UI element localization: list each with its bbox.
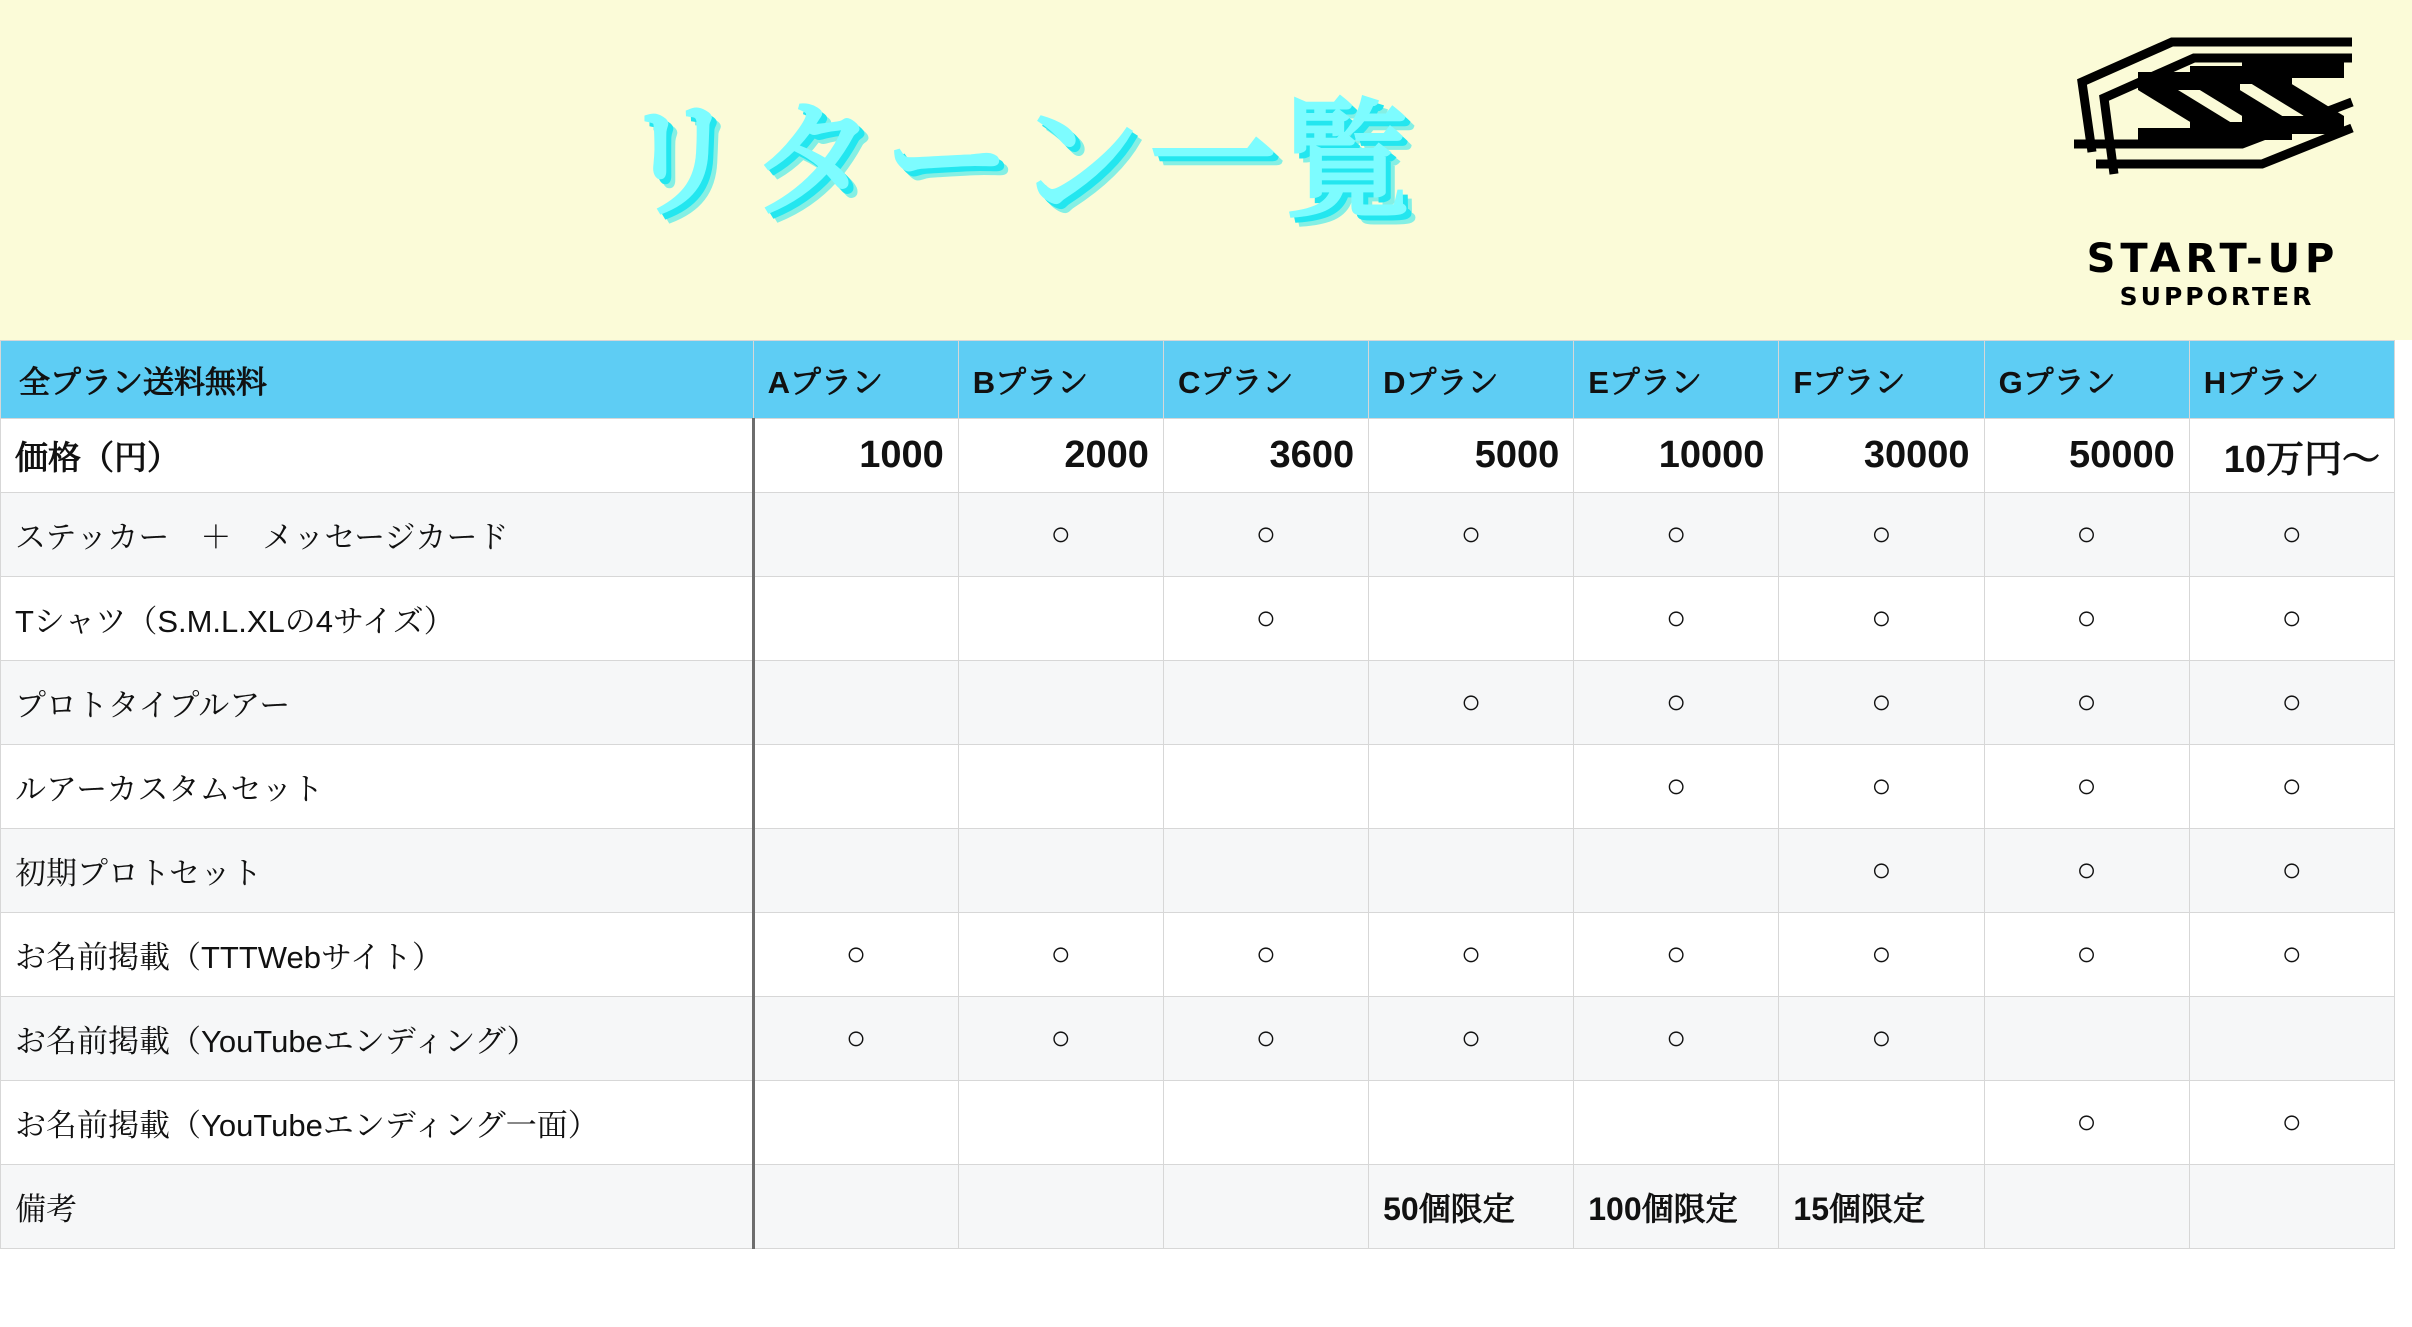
cell-plan-h: ○ xyxy=(2189,493,2394,577)
cell-plan-g: ○ xyxy=(1984,1081,2189,1165)
row-label: お名前掲載（YouTubeエンディング） xyxy=(1,997,754,1081)
cell-plan-b xyxy=(958,577,1163,661)
table-row xyxy=(1,493,2395,577)
page-title: リターン一覧 xyxy=(615,87,1417,236)
table-header-row xyxy=(1,341,2395,419)
cell-plan-b: ○ xyxy=(958,493,1163,577)
logo-subtitle: SUPPORTER xyxy=(2119,282,2315,311)
cell-plan-g: ○ xyxy=(1984,829,2189,913)
cell-plan-f: ○ xyxy=(1779,745,1984,829)
cell-plan-g xyxy=(1984,997,2189,1081)
table-head xyxy=(1,341,2395,419)
cell-plan-e: ○ xyxy=(1574,661,1779,745)
cell-plan-a xyxy=(753,577,958,661)
cell-plan-c xyxy=(1163,745,1368,829)
cell-plan-b xyxy=(958,1081,1163,1165)
cell-plan-b: ○ xyxy=(958,913,1163,997)
cell-plan-f: ○ xyxy=(1779,913,1984,997)
table-row xyxy=(1,1081,2395,1165)
table-row xyxy=(1,577,2395,661)
cell-plan-c xyxy=(1163,661,1368,745)
cell-plan-a: ○ xyxy=(753,997,958,1081)
table-row-note xyxy=(1,1165,2395,1249)
table-body xyxy=(1,419,2395,1249)
note-plan-e: 100個限定 xyxy=(1574,1165,1779,1249)
cell-plan-a xyxy=(753,493,958,577)
cell-plan-g: ○ xyxy=(1984,745,2189,829)
cell-plan-d xyxy=(1369,1081,1574,1165)
column-header-plan-e: Eプラン xyxy=(1574,341,1779,419)
note-plan-f: 15個限定 xyxy=(1779,1165,1984,1249)
column-header-plan-a: Aプラン xyxy=(753,341,958,419)
column-header-shipping: 全プラン送料無料 xyxy=(1,341,754,419)
logo-wordmark: START-UP xyxy=(2086,236,2340,282)
cell-plan-d xyxy=(1369,577,1574,661)
cell-plan-e: ○ xyxy=(1574,577,1779,661)
note-plan-a xyxy=(753,1165,958,1249)
row-label: Tシャツ（S.M.L.XLの4サイズ） xyxy=(1,577,754,661)
cell-plan-h xyxy=(2189,997,2394,1081)
cell-plan-f xyxy=(1779,1081,1984,1165)
price-plan-f: 30000 xyxy=(1779,419,1984,493)
row-label-note: 備考 xyxy=(1,1165,754,1249)
cell-plan-f: ○ xyxy=(1779,577,1984,661)
logo-mark-icon xyxy=(2052,24,2382,234)
cell-plan-e: ○ xyxy=(1574,913,1779,997)
cell-plan-d xyxy=(1369,745,1574,829)
cell-plan-b xyxy=(958,661,1163,745)
cell-plan-h: ○ xyxy=(2189,661,2394,745)
cell-plan-b: ○ xyxy=(958,997,1163,1081)
header-band xyxy=(0,0,2412,340)
column-header-plan-f: Fプラン xyxy=(1779,341,1984,419)
cell-plan-g: ○ xyxy=(1984,913,2189,997)
cell-plan-c: ○ xyxy=(1163,577,1368,661)
price-plan-h: 10万円〜 xyxy=(2189,419,2394,493)
cell-plan-c: ○ xyxy=(1163,913,1368,997)
note-plan-b xyxy=(958,1165,1163,1249)
cell-plan-b xyxy=(958,745,1163,829)
returns-table-wrapper xyxy=(0,340,2412,1249)
table-row xyxy=(1,997,2395,1081)
note-plan-h xyxy=(2189,1165,2394,1249)
row-label-price: 価格（円） xyxy=(1,419,754,493)
price-plan-c: 3600 xyxy=(1163,419,1368,493)
cell-plan-e xyxy=(1574,829,1779,913)
cell-plan-c xyxy=(1163,829,1368,913)
column-header-plan-b: Bプラン xyxy=(958,341,1163,419)
cell-plan-f: ○ xyxy=(1779,829,1984,913)
cell-plan-h: ○ xyxy=(2189,577,2394,661)
cell-plan-f: ○ xyxy=(1779,493,1984,577)
cell-plan-c: ○ xyxy=(1163,997,1368,1081)
cell-plan-e xyxy=(1574,1081,1779,1165)
cell-plan-d: ○ xyxy=(1369,493,1574,577)
row-label: 初期プロトセット xyxy=(1,829,754,913)
cell-plan-d: ○ xyxy=(1369,661,1574,745)
row-label: ルアーカスタムセット xyxy=(1,745,754,829)
cell-plan-g: ○ xyxy=(1984,577,2189,661)
table-row xyxy=(1,913,2395,997)
cell-plan-a: ○ xyxy=(753,913,958,997)
cell-plan-h: ○ xyxy=(2189,829,2394,913)
row-label: お名前掲載（YouTubeエンディング一面） xyxy=(1,1081,754,1165)
cell-plan-d: ○ xyxy=(1369,997,1574,1081)
price-plan-g: 50000 xyxy=(1984,419,2189,493)
cell-plan-h: ○ xyxy=(2189,913,2394,997)
cell-plan-d xyxy=(1369,829,1574,913)
cell-plan-e: ○ xyxy=(1574,997,1779,1081)
start-up-supporter-logo xyxy=(2052,24,2382,314)
table-row xyxy=(1,745,2395,829)
note-plan-g xyxy=(1984,1165,2189,1249)
cell-plan-b xyxy=(958,829,1163,913)
note-plan-c xyxy=(1163,1165,1368,1249)
cell-plan-a xyxy=(753,661,958,745)
returns-table xyxy=(0,340,2395,1249)
cell-plan-a xyxy=(753,829,958,913)
cell-plan-c: ○ xyxy=(1163,493,1368,577)
cell-plan-f: ○ xyxy=(1779,997,1984,1081)
cell-plan-e: ○ xyxy=(1574,745,1779,829)
cell-plan-a xyxy=(753,1081,958,1165)
table-row-price xyxy=(1,419,2395,493)
cell-plan-h: ○ xyxy=(2189,1081,2394,1165)
row-label: お名前掲載（TTTWebサイト） xyxy=(1,913,754,997)
cell-plan-a xyxy=(753,745,958,829)
cell-plan-d: ○ xyxy=(1369,913,1574,997)
price-plan-d: 5000 xyxy=(1369,419,1574,493)
table-row xyxy=(1,661,2395,745)
cell-plan-f: ○ xyxy=(1779,661,1984,745)
cell-plan-h: ○ xyxy=(2189,745,2394,829)
price-plan-e: 10000 xyxy=(1574,419,1779,493)
cell-plan-g: ○ xyxy=(1984,661,2189,745)
column-header-plan-c: Cプラン xyxy=(1163,341,1368,419)
price-plan-b: 2000 xyxy=(958,419,1163,493)
column-header-plan-h: Hプラン xyxy=(2189,341,2394,419)
cell-plan-e: ○ xyxy=(1574,493,1779,577)
column-header-plan-d: Dプラン xyxy=(1369,341,1574,419)
price-plan-a: 1000 xyxy=(753,419,958,493)
cell-plan-g: ○ xyxy=(1984,493,2189,577)
row-label: プロトタイプルアー xyxy=(1,661,754,745)
column-header-plan-g: Gプラン xyxy=(1984,341,2189,419)
table-row xyxy=(1,829,2395,913)
cell-plan-c xyxy=(1163,1081,1368,1165)
note-plan-d: 50個限定 xyxy=(1369,1165,1574,1249)
row-label: ステッカー ＋ メッセージカード xyxy=(1,493,754,577)
